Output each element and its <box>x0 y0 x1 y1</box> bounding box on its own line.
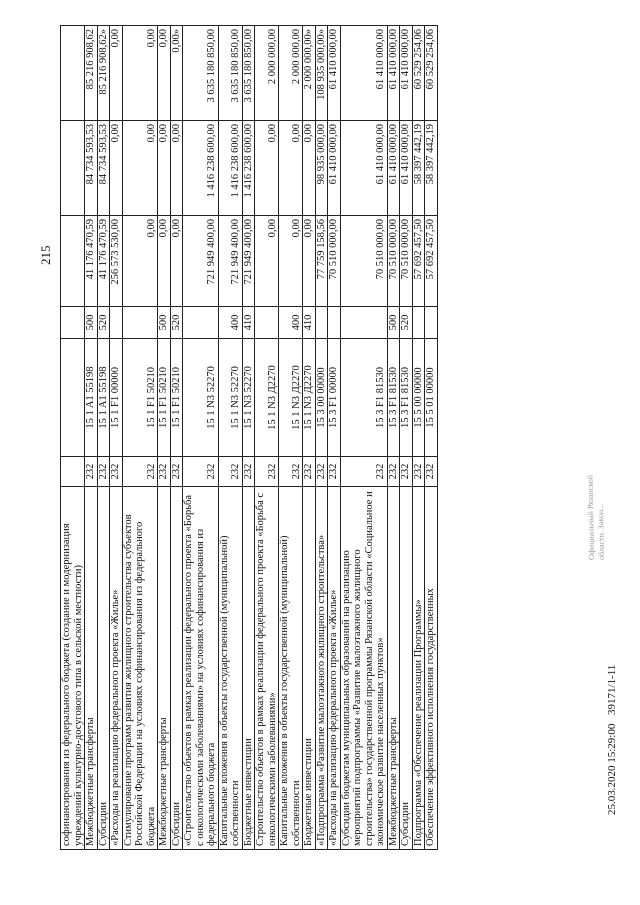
cell-2022: 108 935 000,00» <box>315 26 328 121</box>
cell-name: Капитальные вложения в объекты государственной (муниципальной) собственности <box>218 487 242 850</box>
cell-gr: 232 <box>183 457 219 487</box>
table-row <box>110 26 123 850</box>
table-row <box>85 26 98 850</box>
cell-2020: 70 510 000,00 <box>387 216 400 307</box>
cell-gr: 232 <box>412 457 425 487</box>
cell-name: Субсидии <box>400 487 413 850</box>
cell-name: Межбюджетные трансферты <box>85 487 98 850</box>
budget-table-body <box>61 26 438 850</box>
cell-gr <box>61 457 85 487</box>
table-row <box>122 26 158 850</box>
cell-name: Бюджетные инвестиции <box>303 487 316 850</box>
cell-2020: 0,00 <box>279 216 303 307</box>
cell-2021: 0,00 <box>158 121 171 216</box>
table-row <box>183 26 219 850</box>
cell-name: «Расходы на реализацию федерального проекта «Жилье» <box>110 487 123 850</box>
table-row <box>170 26 183 850</box>
cell-gr: 232 <box>158 457 171 487</box>
cell-vr: 520 <box>400 307 413 339</box>
cell-2021: 0,00 <box>303 121 316 216</box>
cell-2022: 0,00 <box>158 26 171 121</box>
publication-stamp: Официальный Рязанской области. Закон... <box>585 474 606 561</box>
cell-2020: 0,00 <box>170 216 183 307</box>
cell-name: «Строительство объектов в рамках реализации федерального проекта «Борьба с онкологическими заболеваниями» на условиях софинансирования из федерального бюджета <box>183 487 219 850</box>
cell-2021: 61 410 000,00 <box>387 121 400 216</box>
cell-csr: 15 1 N3 Д2270 <box>303 339 316 457</box>
cell-gr: 232 <box>255 457 279 487</box>
cell-csr: 15 1 F1 00000 <box>110 339 123 457</box>
cell-2021: 61 410 000,00 <box>328 121 341 216</box>
cell-name: Бюджетные инвестиции <box>242 487 255 850</box>
table-row <box>412 26 425 850</box>
cell-name: Стимулирование программ развития жилищного строительства субъектов Российской Федерации на условиях софинансирования из федерального бюджета <box>122 487 158 850</box>
cell-2021: 1 416 238 600,00 <box>183 121 219 216</box>
cell-vr <box>122 307 158 339</box>
cell-2022: 61 410 000,00 <box>400 26 413 121</box>
table-row <box>279 26 303 850</box>
table-row <box>315 26 328 850</box>
table-row <box>425 26 438 850</box>
cell-name: Подпрограмма «Обеспечение реализации Программы» <box>412 487 425 850</box>
cell-name: Межбюджетные трансферты <box>387 487 400 850</box>
cell-2021: 58 397 442,19 <box>412 121 425 216</box>
cell-name: Обеспечение эффективного исполнения государственных <box>425 487 438 850</box>
cell-csr: 15 1 N3 52270 <box>242 339 255 457</box>
cell-csr: 15 1 A1 55198 <box>97 339 110 457</box>
cell-2020: 0,00 <box>303 216 316 307</box>
cell-csr: 15 5 00 00000 <box>412 339 425 457</box>
cell-2021: 84 734 593,53 <box>97 121 110 216</box>
cell-2020 <box>61 216 85 307</box>
cell-vr <box>61 307 85 339</box>
cell-gr: 232 <box>218 457 242 487</box>
cell-2021: 1 416 238 600,00 <box>242 121 255 216</box>
table-row <box>400 26 413 850</box>
budget-table <box>60 25 438 850</box>
cell-name: Межбюджетные трансферты <box>158 487 171 850</box>
table-row <box>97 26 110 850</box>
cell-gr: 232 <box>122 457 158 487</box>
cell-2021: 0,00 <box>255 121 279 216</box>
cell-2020: 256 573 530,00 <box>110 216 123 307</box>
cell-2020: 721 949 400,00 <box>183 216 219 307</box>
cell-gr: 232 <box>85 457 98 487</box>
footer-timestamp: 25.03.2020 15:29:00 <box>606 723 618 815</box>
cell-name: Субсидии бюджетам муниципальных образований на реализацию мероприятий подпрограммы «Развитие малоэтажного жилищного строительства» государственной программы Рязанской области «Социальное и экономическое развитие населенных пунктов» <box>340 487 387 850</box>
cell-2022: 61 410 000,00 <box>387 26 400 121</box>
cell-2021: 98 935 000,00 <box>315 121 328 216</box>
cell-gr: 232 <box>110 457 123 487</box>
cell-2022: 60 529 254,06 <box>412 26 425 121</box>
cell-name: «Подпрограмма «Развитие малоэтажного жилищного строительства» <box>315 487 328 850</box>
cell-vr: 500 <box>158 307 171 339</box>
cell-csr: 15 1 A1 55198 <box>85 339 98 457</box>
cell-2022: 0,00 <box>110 26 123 121</box>
cell-vr: 500 <box>387 307 400 339</box>
cell-vr: 410 <box>303 307 316 339</box>
cell-csr: 15 1 N3 52270 <box>218 339 242 457</box>
table-row <box>328 26 341 850</box>
cell-2020: 57 692 457,50 <box>412 216 425 307</box>
cell-2022: 85 216 908,62» <box>97 26 110 121</box>
cell-2022: 3 635 180 850,00 <box>242 26 255 121</box>
cell-2020: 41 176 470,59 <box>85 216 98 307</box>
cell-name: «Расходы на реализацию федерального проекта «Жилье» <box>328 487 341 850</box>
cell-name: Капитальные вложения в объекты государственной (муниципальной) собственности <box>279 487 303 850</box>
cell-2020: 70 510 000,00 <box>328 216 341 307</box>
cell-vr <box>412 307 425 339</box>
table-row <box>255 26 279 850</box>
cell-2020: 57 692 457,50 <box>425 216 438 307</box>
cell-vr: 520 <box>170 307 183 339</box>
cell-2020: 721 949 400,00 <box>218 216 242 307</box>
cell-2020: 77 759 158,56 <box>315 216 328 307</box>
cell-vr: 520 <box>97 307 110 339</box>
cell-vr: 400 <box>279 307 303 339</box>
footer-doc-id: 39171/1-11 <box>606 664 618 715</box>
cell-csr: 15 3 F1 81530 <box>340 339 387 457</box>
cell-vr <box>255 307 279 339</box>
cell-vr <box>328 307 341 339</box>
cell-2020: 0,00 <box>255 216 279 307</box>
cell-csr: 15 1 F1 50210 <box>170 339 183 457</box>
cell-2022: 2 000 000,00» <box>303 26 316 121</box>
cell-csr: 15 1 F1 50210 <box>158 339 171 457</box>
table-row <box>242 26 255 850</box>
cell-gr: 232 <box>170 457 183 487</box>
cell-gr: 232 <box>328 457 341 487</box>
cell-2021: 1 416 238 600,00 <box>218 121 242 216</box>
cell-2021 <box>61 121 85 216</box>
cell-vr: 410 <box>242 307 255 339</box>
cell-gr: 232 <box>97 457 110 487</box>
cell-vr <box>110 307 123 339</box>
cell-gr: 232 <box>303 457 316 487</box>
cell-vr <box>183 307 219 339</box>
cell-vr: 500 <box>85 307 98 339</box>
cell-2021: 0,00 <box>110 121 123 216</box>
cell-gr: 232 <box>315 457 328 487</box>
cell-csr: 15 3 00 00000 <box>315 339 328 457</box>
cell-2021: 0,00 <box>122 121 158 216</box>
cell-name: Субсидии <box>97 487 110 850</box>
cell-csr: 15 1 F1 50210 <box>122 339 158 457</box>
cell-2022: 0,00» <box>170 26 183 121</box>
cell-2020: 721 949 400,00 <box>242 216 255 307</box>
cell-vr <box>315 307 328 339</box>
cell-2020: 70 510 000,00 <box>340 216 387 307</box>
cell-gr: 232 <box>340 457 387 487</box>
cell-2022: 3 635 180 850,00 <box>218 26 242 121</box>
cell-csr <box>61 339 85 457</box>
cell-2021: 0,00 <box>170 121 183 216</box>
cell-2021: 84 734 593,53 <box>85 121 98 216</box>
cell-2022: 0,00 <box>122 26 158 121</box>
cell-2021: 61 410 000,00 <box>340 121 387 216</box>
cell-gr: 232 <box>387 457 400 487</box>
cell-2020: 0,00 <box>158 216 171 307</box>
table-row <box>387 26 400 850</box>
cell-2020: 41 176 470,59 <box>97 216 110 307</box>
cell-2022: 60 529 254,06 <box>425 26 438 121</box>
cell-2022: 61 410 000,00 <box>328 26 341 121</box>
cell-csr: 15 3 F1 81530 <box>400 339 413 457</box>
table-row <box>61 26 85 850</box>
cell-name: Субсидии <box>170 487 183 850</box>
cell-vr <box>340 307 387 339</box>
table-row <box>340 26 387 850</box>
cell-csr: 15 1 N3 Д2270 <box>279 339 303 457</box>
table-row <box>158 26 171 850</box>
cell-name: Строительство объектов в рамках реализации федерального проекта «Борьба с онкологическими заболеваниями» <box>255 487 279 850</box>
cell-2022: 2 000 000,00 <box>255 26 279 121</box>
cell-name: софинансирования из федерального бюджета (создание и модернизация учреждений культурно-досугового типа в сельской местности) <box>61 487 85 850</box>
cell-2022: 61 410 000,00 <box>340 26 387 121</box>
cell-csr: 15 3 F1 00000 <box>328 339 341 457</box>
table-row <box>218 26 242 850</box>
cell-gr: 232 <box>425 457 438 487</box>
cell-2021: 58 397 442,19 <box>425 121 438 216</box>
cell-2022: 3 635 180 850,00 <box>183 26 219 121</box>
cell-gr: 232 <box>400 457 413 487</box>
cell-gr: 232 <box>242 457 255 487</box>
table-row <box>303 26 316 850</box>
cell-2022 <box>61 26 85 121</box>
cell-2022: 2 000 000,00 <box>279 26 303 121</box>
cell-2022: 85 216 908,62 <box>85 26 98 121</box>
cell-vr: 400 <box>218 307 242 339</box>
cell-2020: 70 510 000,00 <box>400 216 413 307</box>
cell-2021: 61 410 000,00 <box>400 121 413 216</box>
cell-vr <box>425 307 438 339</box>
cell-2020: 0,00 <box>122 216 158 307</box>
cell-csr: 15 5 01 00000 <box>425 339 438 457</box>
cell-2021: 0,00 <box>279 121 303 216</box>
cell-csr: 15 1 N3 Д2270 <box>255 339 279 457</box>
cell-csr: 15 1 N3 52270 <box>183 339 219 457</box>
cell-csr: 15 3 F1 81530 <box>387 339 400 457</box>
cell-gr: 232 <box>279 457 303 487</box>
page-number: 215 <box>38 245 53 265</box>
